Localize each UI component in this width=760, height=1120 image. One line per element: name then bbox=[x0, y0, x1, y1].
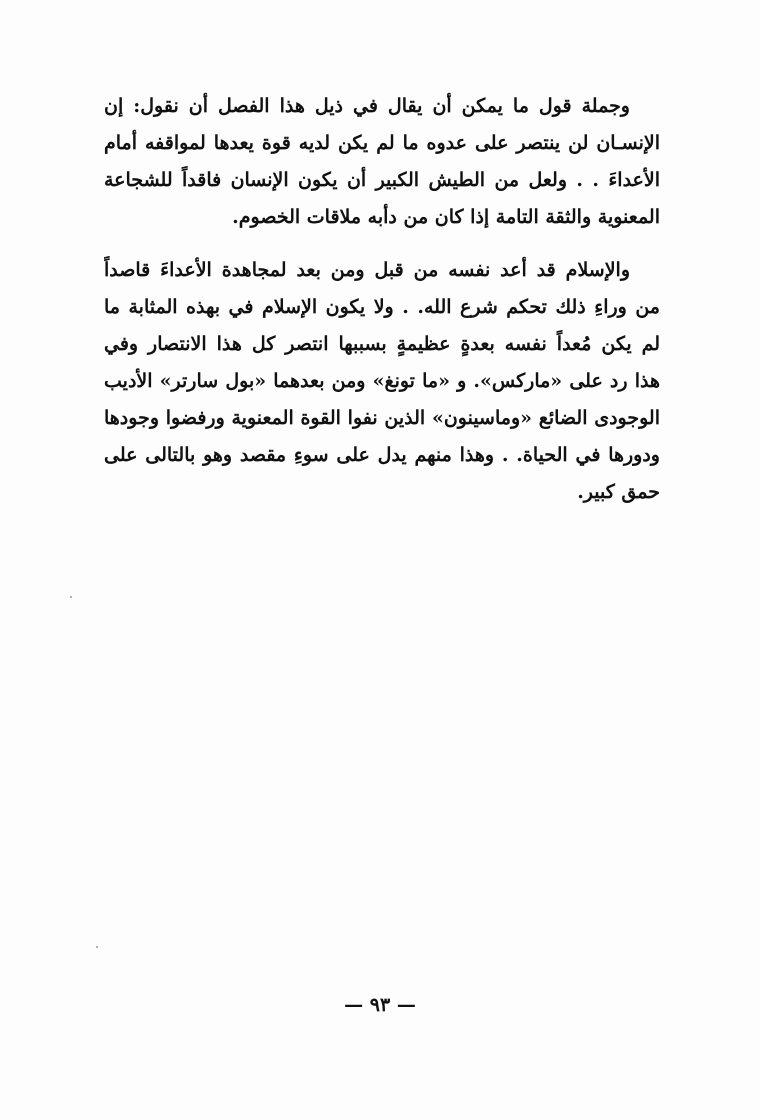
text-line: وجملة قول ما يمكن أن يقال في ذيل هذا الفصل أن نقول: إن bbox=[104, 95, 630, 117]
scan-speck bbox=[96, 946, 98, 948]
text-line: والإسلام قد أعد نفسه من قبل ومن بعد لمجاهدة الأعداءَ قاصداً bbox=[104, 259, 630, 281]
text-line: الإنسـان لن ينتصر على عدوه ما لم يكن لديه قوة يعدها لمواقفه أمام bbox=[104, 132, 660, 154]
text-line: حمق كبير. bbox=[577, 481, 660, 503]
text-line: المعنوية والثقة التامة إذا كان من دأبه ملاقات الخصوم. bbox=[232, 206, 660, 228]
body-text bbox=[104, 88, 660, 511]
text-line: من وراءِ ذلك تحكم شرع الله. . ولا يكون الإسلام في بهذه المثابة ما bbox=[104, 296, 660, 318]
scan-speck bbox=[70, 596, 72, 598]
text-line: الوجودى الضائع «وماسينون» الذين نفوا القوة المعنوية ورفضوا وجودها bbox=[104, 407, 660, 429]
text-line: لم يكن مُعداً نفسه بعدةٍ عظيمةٍ بسببها انتصر كل هذا الانتصار وفي bbox=[104, 333, 660, 355]
paragraph-2 bbox=[104, 252, 660, 511]
text-line: هذا رد على «ماركس». و «ما تونغ» ومن بعدهما «بول سارتر» الأديب bbox=[104, 370, 660, 392]
text-line: الأعداءَ . . ولعل من الطيش الكبير أن يكون الإنسان فاقداً للشجاعة bbox=[104, 169, 660, 191]
page-number: — ٩٣ — bbox=[344, 994, 416, 1016]
paragraph-1 bbox=[104, 88, 660, 236]
text-line: ودورها في الحياة. . وهذا منهم يدل على سوءِ مقصد وهو بالتالى على bbox=[104, 444, 660, 466]
